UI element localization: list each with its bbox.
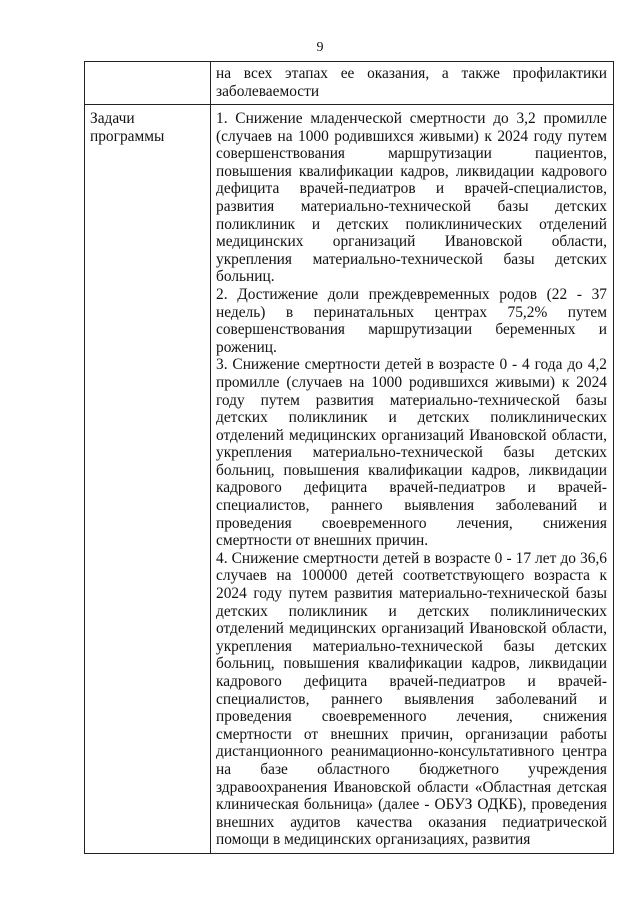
table-row — [85, 105, 614, 854]
table-cell-label: Задачи программы — [85, 105, 211, 854]
table-cell-label-empty — [85, 62, 211, 105]
program-passport-table — [84, 61, 614, 854]
table-row — [85, 62, 614, 105]
table-cell-text — [211, 62, 614, 105]
task-paragraph-3: 3. Снижение смертности детей в возрасте 0 - 4 года до 4,2 промилле (случаев на 1000 родившихся живыми) к 2024 году путем развития материально-технической базы детских поликлиник и детских поликлинических отделений медицинских организаций Ивановской области, укрепления материально-технической базы детских больниц, повышения квалификации кадров, ликвидации кадрового дефицита врачей-педиатров и врачей-специалистов, раннего выявления заболеваний и проведения своевременного лечения, снижения смертности от внешних причин. — [216, 356, 607, 550]
table-cell-text — [211, 105, 614, 854]
continuation-text: на всех этапах ее оказания, а также профилактики заболеваемости — [216, 65, 607, 100]
task-paragraph-2: 2. Достижение доли преждевременных родов (22 - 37 недель) в перинатальных центрах 75,2% путем совершенствования маршрутизации беременных и рожениц. — [216, 285, 607, 356]
task-paragraph-4: 4. Снижение смертности детей в возрасте 0 - 17 лет до 36,6 случаев на 100000 детей соответствующего возраста к 2024 году путем развития материально-технической базы детских поликлиник и детских поликлинических отделений медицинских организаций Ивановской области, укрепления материально-технической базы детских больниц, повышения квалификации кадров, ликвидации кадрового дефицита врачей-педиатров и врачей-специалистов, раннего выявления заболеваний и проведения своевременного лечения, снижения смертности от внешних причин, организации работы дистанционного реанимационно-консультативного центра на базе областного бюджетного учреждения здравоохранения Ивановской области «Областная детская клиническая больница» (далее - ОБУЗ ОДКБ), проведения внешних аудитов качества оказания педиатрической помощи в медицинских организациях, развития — [216, 549, 607, 849]
page-number: 9 — [316, 40, 324, 55]
task-paragraph-1: 1. Снижение младенческой смертности до 3,2 промилле (случаев на 1000 родившихся живыми) к 2024 году путем совершенствования маршрутизации пациентов, повышения квалификации кадров, ликвидации кадрового дефицита врачей-педиатров и врачей-специалистов, развития материально-технической базы детских поликлиник и детских поликлинических отделений медицинских организаций Ивановской области, укрепления материально-технической базы детских больниц. — [216, 110, 607, 286]
